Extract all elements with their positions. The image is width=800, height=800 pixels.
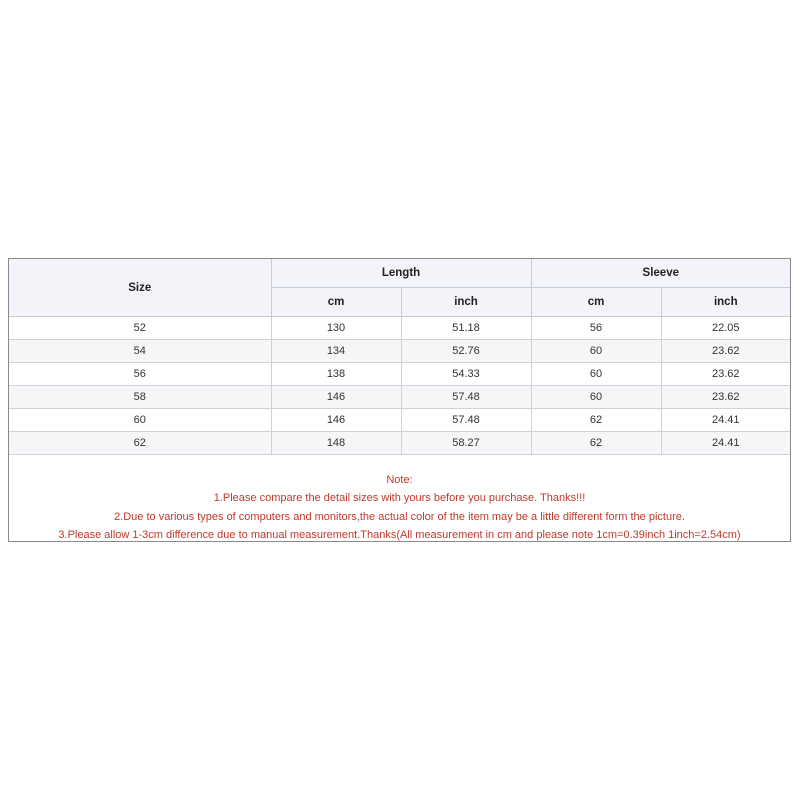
length-inch-cell: 54.33 (401, 363, 531, 386)
size-cell: 52 (9, 317, 271, 340)
sleeve-cm-cell: 60 (531, 363, 661, 386)
sleeve-cm-cell: 62 (531, 432, 661, 455)
length-inch-cell: 58.27 (401, 432, 531, 455)
size-cell: 60 (9, 409, 271, 432)
sleeve-inch-header: inch (661, 288, 790, 317)
size-cell: 62 (9, 432, 271, 455)
table-row (9, 386, 790, 409)
sleeve-header: Sleeve (531, 259, 790, 288)
length-inch-cell: 57.48 (401, 386, 531, 409)
sleeve-cm-cell: 60 (531, 386, 661, 409)
length-cm-cell: 130 (271, 317, 401, 340)
table-row (9, 432, 790, 455)
header-row-top (9, 259, 790, 288)
size-cell: 58 (9, 386, 271, 409)
note-line-3: 3.Please allow 1-3cm difference due to manual measurement.Thanks(All measurement in cm and please note 1cm=0.39inch 1inch=2.54cm) (58, 528, 741, 541)
length-cm-cell: 138 (271, 363, 401, 386)
note-line-2: 2.Due to various types of computers and monitors,the actual color of the item may be a little different form the picture. (114, 510, 685, 523)
sleeve-cm-cell: 62 (531, 409, 661, 432)
sleeve-inch-cell: 24.41 (661, 409, 790, 432)
length-inch-header: inch (401, 288, 531, 317)
sleeve-inch-cell: 23.62 (661, 363, 790, 386)
length-cm-cell: 134 (271, 340, 401, 363)
length-inch-cell: 51.18 (401, 317, 531, 340)
size-cell: 54 (9, 340, 271, 363)
sleeve-cm-cell: 56 (531, 317, 661, 340)
length-inch-cell: 52.76 (401, 340, 531, 363)
length-cm-header: cm (271, 288, 401, 317)
table-row (9, 317, 790, 340)
sleeve-cm-cell: 60 (531, 340, 661, 363)
length-cm-cell: 146 (271, 386, 401, 409)
sleeve-inch-cell: 24.41 (661, 432, 790, 455)
size-table (9, 259, 790, 455)
note-line-1: 1.Please compare the detail sizes with yours before you purchase. Thanks!!! (213, 492, 586, 505)
sleeve-inch-cell: 23.62 (661, 386, 790, 409)
length-header: Length (271, 259, 531, 288)
table-row (9, 409, 790, 432)
size-cell: 56 (9, 363, 271, 386)
size-header: Size (9, 259, 271, 317)
sleeve-inch-cell: 23.62 (661, 340, 790, 363)
sleeve-inch-cell: 22.05 (661, 317, 790, 340)
sleeve-cm-header: cm (531, 288, 661, 317)
size-chart (8, 258, 791, 542)
notes-section (9, 471, 790, 544)
length-cm-cell: 148 (271, 432, 401, 455)
table-row (9, 340, 790, 363)
length-cm-cell: 146 (271, 409, 401, 432)
note-title: Note: (386, 474, 413, 486)
length-inch-cell: 57.48 (401, 409, 531, 432)
table-row (9, 363, 790, 386)
